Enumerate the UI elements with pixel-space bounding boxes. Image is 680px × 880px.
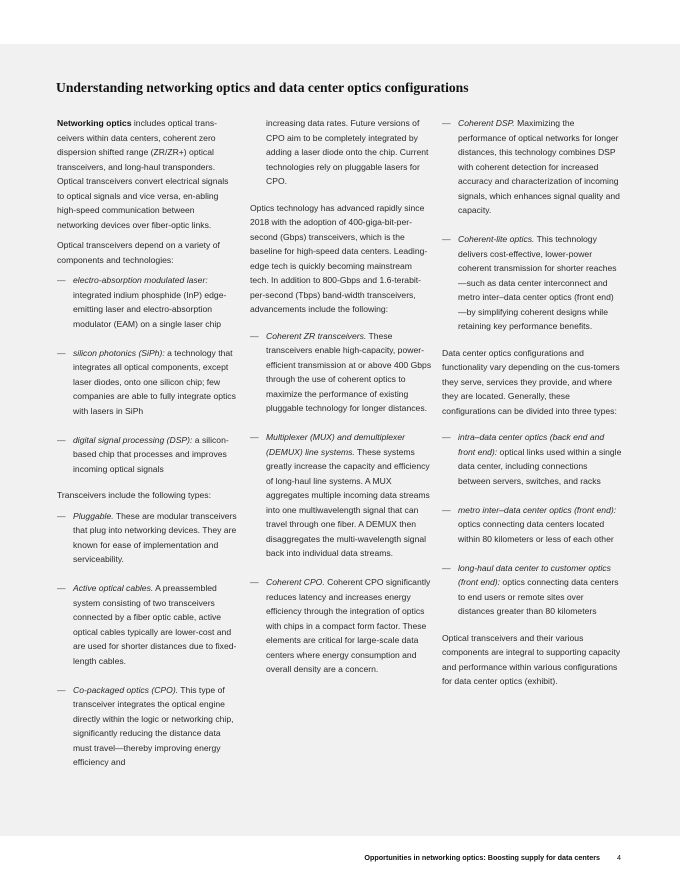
components-intro: Optical transceivers depend on a variety of components and technologies:	[57, 240, 220, 265]
dash-bullet: —	[250, 577, 259, 587]
footer-title: Opportunities in networking optics: Boosting supply for data centers	[364, 853, 600, 862]
types-intro: Transceivers include the following types:	[57, 490, 211, 500]
page-title: Understanding networking optics and data center optics configurations	[56, 80, 469, 95]
page-footer	[0, 850, 680, 866]
dash-bullet: —	[57, 434, 66, 445]
dash-bullet: —	[442, 432, 451, 442]
list-item-term: Co-packaged optics (CPO).	[73, 684, 179, 695]
list-item	[442, 503, 622, 547]
advancements-list-continued	[442, 116, 622, 334]
advancement-paragraph: Optics technology has advanced rapidly since 2018 with the adoption of 400-giga-bit-per-second (Gbps) transceivers, which is the baseline for high-speed data centers. Leading-edge tech is quickly becoming mainstream tech. In addition to 800-Gbps and 1.6-terabit-per-second (Tbps) band-width transceivers, advancements include the following:	[250, 202, 428, 314]
dash-bullet: —	[442, 118, 451, 128]
dash-bullet: —	[442, 562, 451, 573]
types-list	[57, 509, 237, 770]
list-item	[442, 561, 622, 619]
list-item-desc: These are modular transceivers that plug into networking devices. They are known for ease of implementation and serviceability.	[73, 510, 237, 564]
list-item-desc: optics connecting data centers to end users or remote sites over distances greater than 80 kilometers	[458, 577, 619, 616]
list-item	[57, 683, 237, 770]
list-item-desc: A preassembled system consisting of two transceivers connected by a fiber optic cable, active optical cables typically are lower-cost and are used for shorter distances due to fixed-length cables.	[73, 583, 237, 666]
list-item-term: electro-absorption modulated laser:	[73, 275, 208, 285]
list-item-term: metro inter–data center optics (front end):	[458, 504, 617, 515]
list-item-term: Coherent-lite optics.	[458, 234, 535, 244]
cpo-continuation: increasing data rates. Future versions of CPO aim to be completely integrated by adding a laser diode onto the chip. Current technologies rely on pluggable lasers for CPO.	[266, 118, 429, 186]
column-3	[442, 116, 622, 701]
dash-bullet: —	[57, 583, 66, 593]
dash-bullet: —	[57, 275, 66, 285]
dash-bullet: —	[57, 510, 66, 521]
components-list	[57, 273, 237, 476]
list-item-term: Multiplexer (MUX) and demultiplexer (DEMUX) line systems.	[266, 432, 405, 457]
list-item-desc: optical links used within a single data center, including connections between servers, switches, and racks	[458, 446, 622, 486]
list-item	[57, 273, 237, 331]
list-item	[250, 430, 432, 561]
list-item-desc: Maximizing the performance of optical networks for longer distances, this technology combines DSP with coherent detection for increased accuracy and characterization of incoming signals, which enhances signal quality and capacity.	[458, 118, 620, 215]
list-item	[442, 430, 622, 488]
list-item-term: Coherent ZR transceivers.	[266, 330, 367, 341]
list-item-term: digital signal processing (DSP):	[73, 434, 193, 445]
list-item-term: Active optical cables.	[73, 583, 154, 593]
list-item	[250, 575, 432, 677]
list-item-desc: integrated indium phosphide (InP) edge-emitting laser and electro-absorption modulator (EAM) on a single laser chip	[73, 289, 227, 329]
list-item	[57, 581, 237, 668]
list-item-desc: This type of transceiver integrates the optical engine directly within the logic or networking chip, significantly reducing the distance data must travel—thereby improving energy efficiency and	[73, 684, 234, 767]
list-item-desc: Coherent CPO significantly reduces latency and increases energy efficiency through the integration of optics with chips in a compact form factor. These elements are critical for large-scale data centers where energy consumption and overall density are a concern.	[266, 577, 431, 674]
configs-intro: Data center optics configurations and functionality vary depending on the cus-tomers they serve, services they provide, and where they are located. Generally, these configurations can be divided into three types:	[442, 347, 620, 416]
list-item-term: intra–data center optics (back end and front end):	[458, 432, 605, 457]
page-number: 4	[617, 853, 621, 862]
list-item-desc: a technology that integrates all optical components, except laser diodes, onto one silicon chip; few companies are able to fully integrate optics with lasers in SiPh	[73, 347, 236, 416]
list-item-desc: These transceivers enable high-capacity, power-efficient transmission at or above 400 Gbps through the use of coherent optics to maximize the performance of existing pluggable technology for longer distances.	[266, 330, 432, 413]
dash-bullet: —	[57, 684, 66, 695]
list-item-term: long-haul data center to customer optics (front end):	[458, 562, 611, 587]
list-item	[57, 346, 237, 419]
list-item	[57, 433, 237, 477]
list-item-term: Coherent DSP.	[458, 118, 515, 128]
list-item-desc: These systems greatly increase the capacity and efficiency of long-haul line systems. A MUX aggregates multiple incoming data streams into one multiwavelength signal that can travel through one fiber. A DEMUX then disaggregates the multi-wavelength signal back into individual data streams.	[266, 446, 430, 558]
dash-bullet: —	[57, 347, 66, 358]
configs-list	[442, 430, 622, 619]
list-item	[442, 116, 622, 218]
list-item-term: Coherent CPO.	[266, 577, 325, 587]
intro-paragraph	[57, 116, 237, 232]
intro-term: Networking optics	[57, 118, 132, 128]
advancements-list	[250, 329, 432, 677]
closing-paragraph: Optical transceivers and their various components are integral to supporting capacity and performance within various configurations for data center optics (exhibit).	[442, 632, 621, 686]
list-item-desc: a silicon-based chip that processes and improves incoming optical signals	[73, 434, 229, 474]
list-item-desc: This technology delivers cost-effective, lower-power coherent transmission for shorter reaches—such as data center interconnect and metro inter–data center optics (front end)—by simplifying coherent designs while retaining key performance benefits.	[458, 234, 617, 331]
intro-text: includes optical trans-ceivers within data centers, coherent zero dispersion shifted range (ZR/ZR+) optical transceivers, and long-haul transponders. Optical transceivers convert electrical signals to optical signals and vice versa, en-abling high-speed communication between networking devices over fiber-optic links.	[57, 118, 229, 230]
dash-bullet: —	[250, 432, 259, 442]
dash-bullet: —	[442, 504, 451, 515]
dash-bullet: —	[442, 234, 451, 244]
list-item	[442, 232, 622, 334]
list-item	[250, 329, 432, 416]
list-item-desc: optics connecting data centers located within 80 kilometers or less of each other	[458, 519, 614, 544]
list-item-term: silicon photonics (SiPh):	[73, 347, 165, 358]
list-item-term: Pluggable.	[73, 510, 114, 521]
column-1	[57, 116, 237, 782]
list-item	[57, 509, 237, 567]
column-2	[250, 116, 432, 689]
dash-bullet: —	[250, 330, 259, 341]
